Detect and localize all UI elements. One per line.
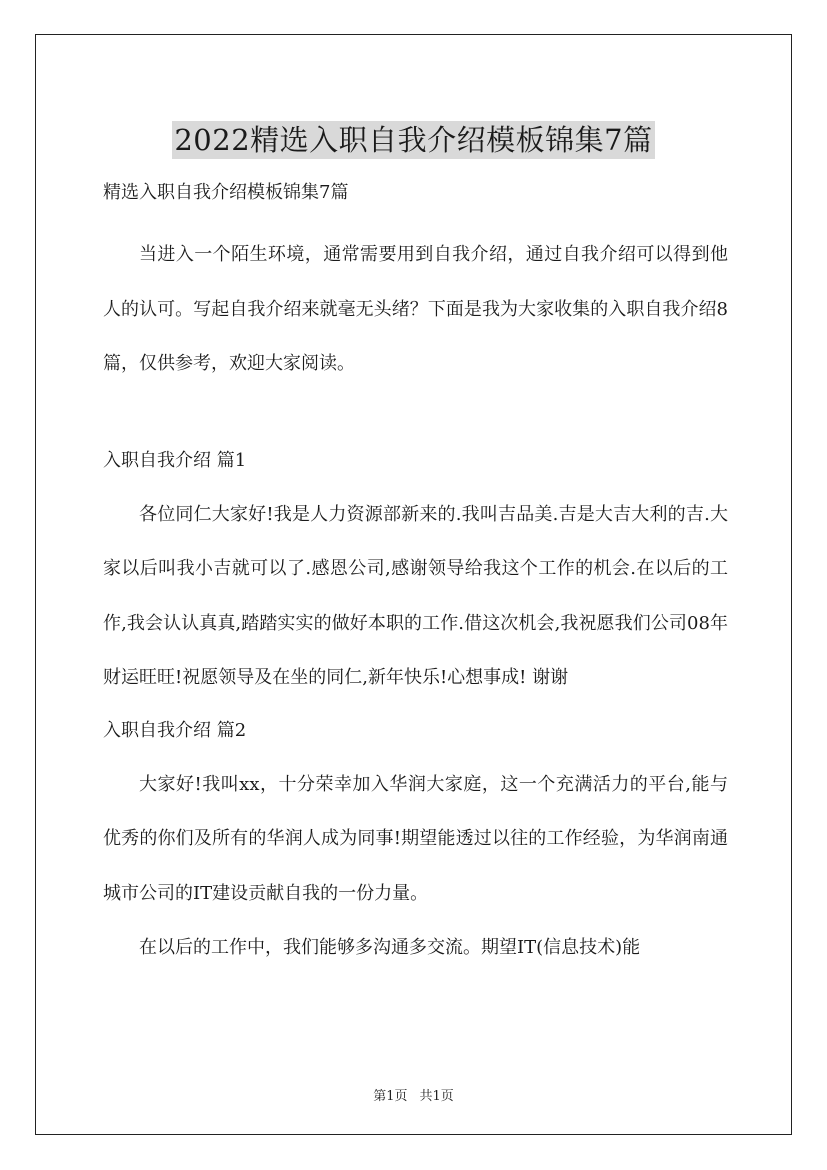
section-1-paragraph-1: 各位同仁大家好!我是人力资源部新来的.我叫吉品美.吉是大吉大利的吉.大家以后叫我小吉就可以了.感恩公司,感谢领导给我这个工作的机会.在以后的工作,我会认认真真,踏踏实实的做好本职的工作.借这次机会,我祝愿我们公司08年财运旺旺!祝愿领导及在坐的同仁,新年快乐!心想事成! 谢谢 (103, 503, 728, 688)
section-heading-2: 入职自我介绍 篇2 (103, 719, 247, 741)
section-2-paragraph-1: 大家好!我叫xx，十分荣幸加入华润大家庭，这一个充满活力的平台,能与优秀的你们及所有的华润人成为同事!期望能透过以往的工作经验，为华润南通城市公司的IT建设贡献自我的一份力量。 (103, 773, 728, 904)
document-body (103, 178, 728, 976)
section-2-paragraph-2: 在以后的工作中，我们能够多沟通多交流。期望IT(信息技术)能 (139, 937, 641, 958)
page-footer (0, 1085, 827, 1104)
document-title: 2022精选入职自我介绍模板锦集7篇 (174, 123, 653, 158)
intro-paragraph: 当进入一个陌生环境，通常需要用到自我介绍，通过自我介绍可以得到他人的认可。写起自我介绍来就毫无头绪？下面是我为大家收集的入职自我介绍8篇，仅供参考，欢迎大家阅读。 (103, 244, 728, 374)
page-number: 第1页 (373, 1089, 408, 1104)
section-heading-1: 入职自我介绍 篇1 (103, 449, 247, 471)
document-subtitle: 精选入职自我介绍模板锦集7篇 (103, 182, 349, 203)
page-total: 共1页 (419, 1089, 454, 1104)
title-container (0, 102, 827, 179)
